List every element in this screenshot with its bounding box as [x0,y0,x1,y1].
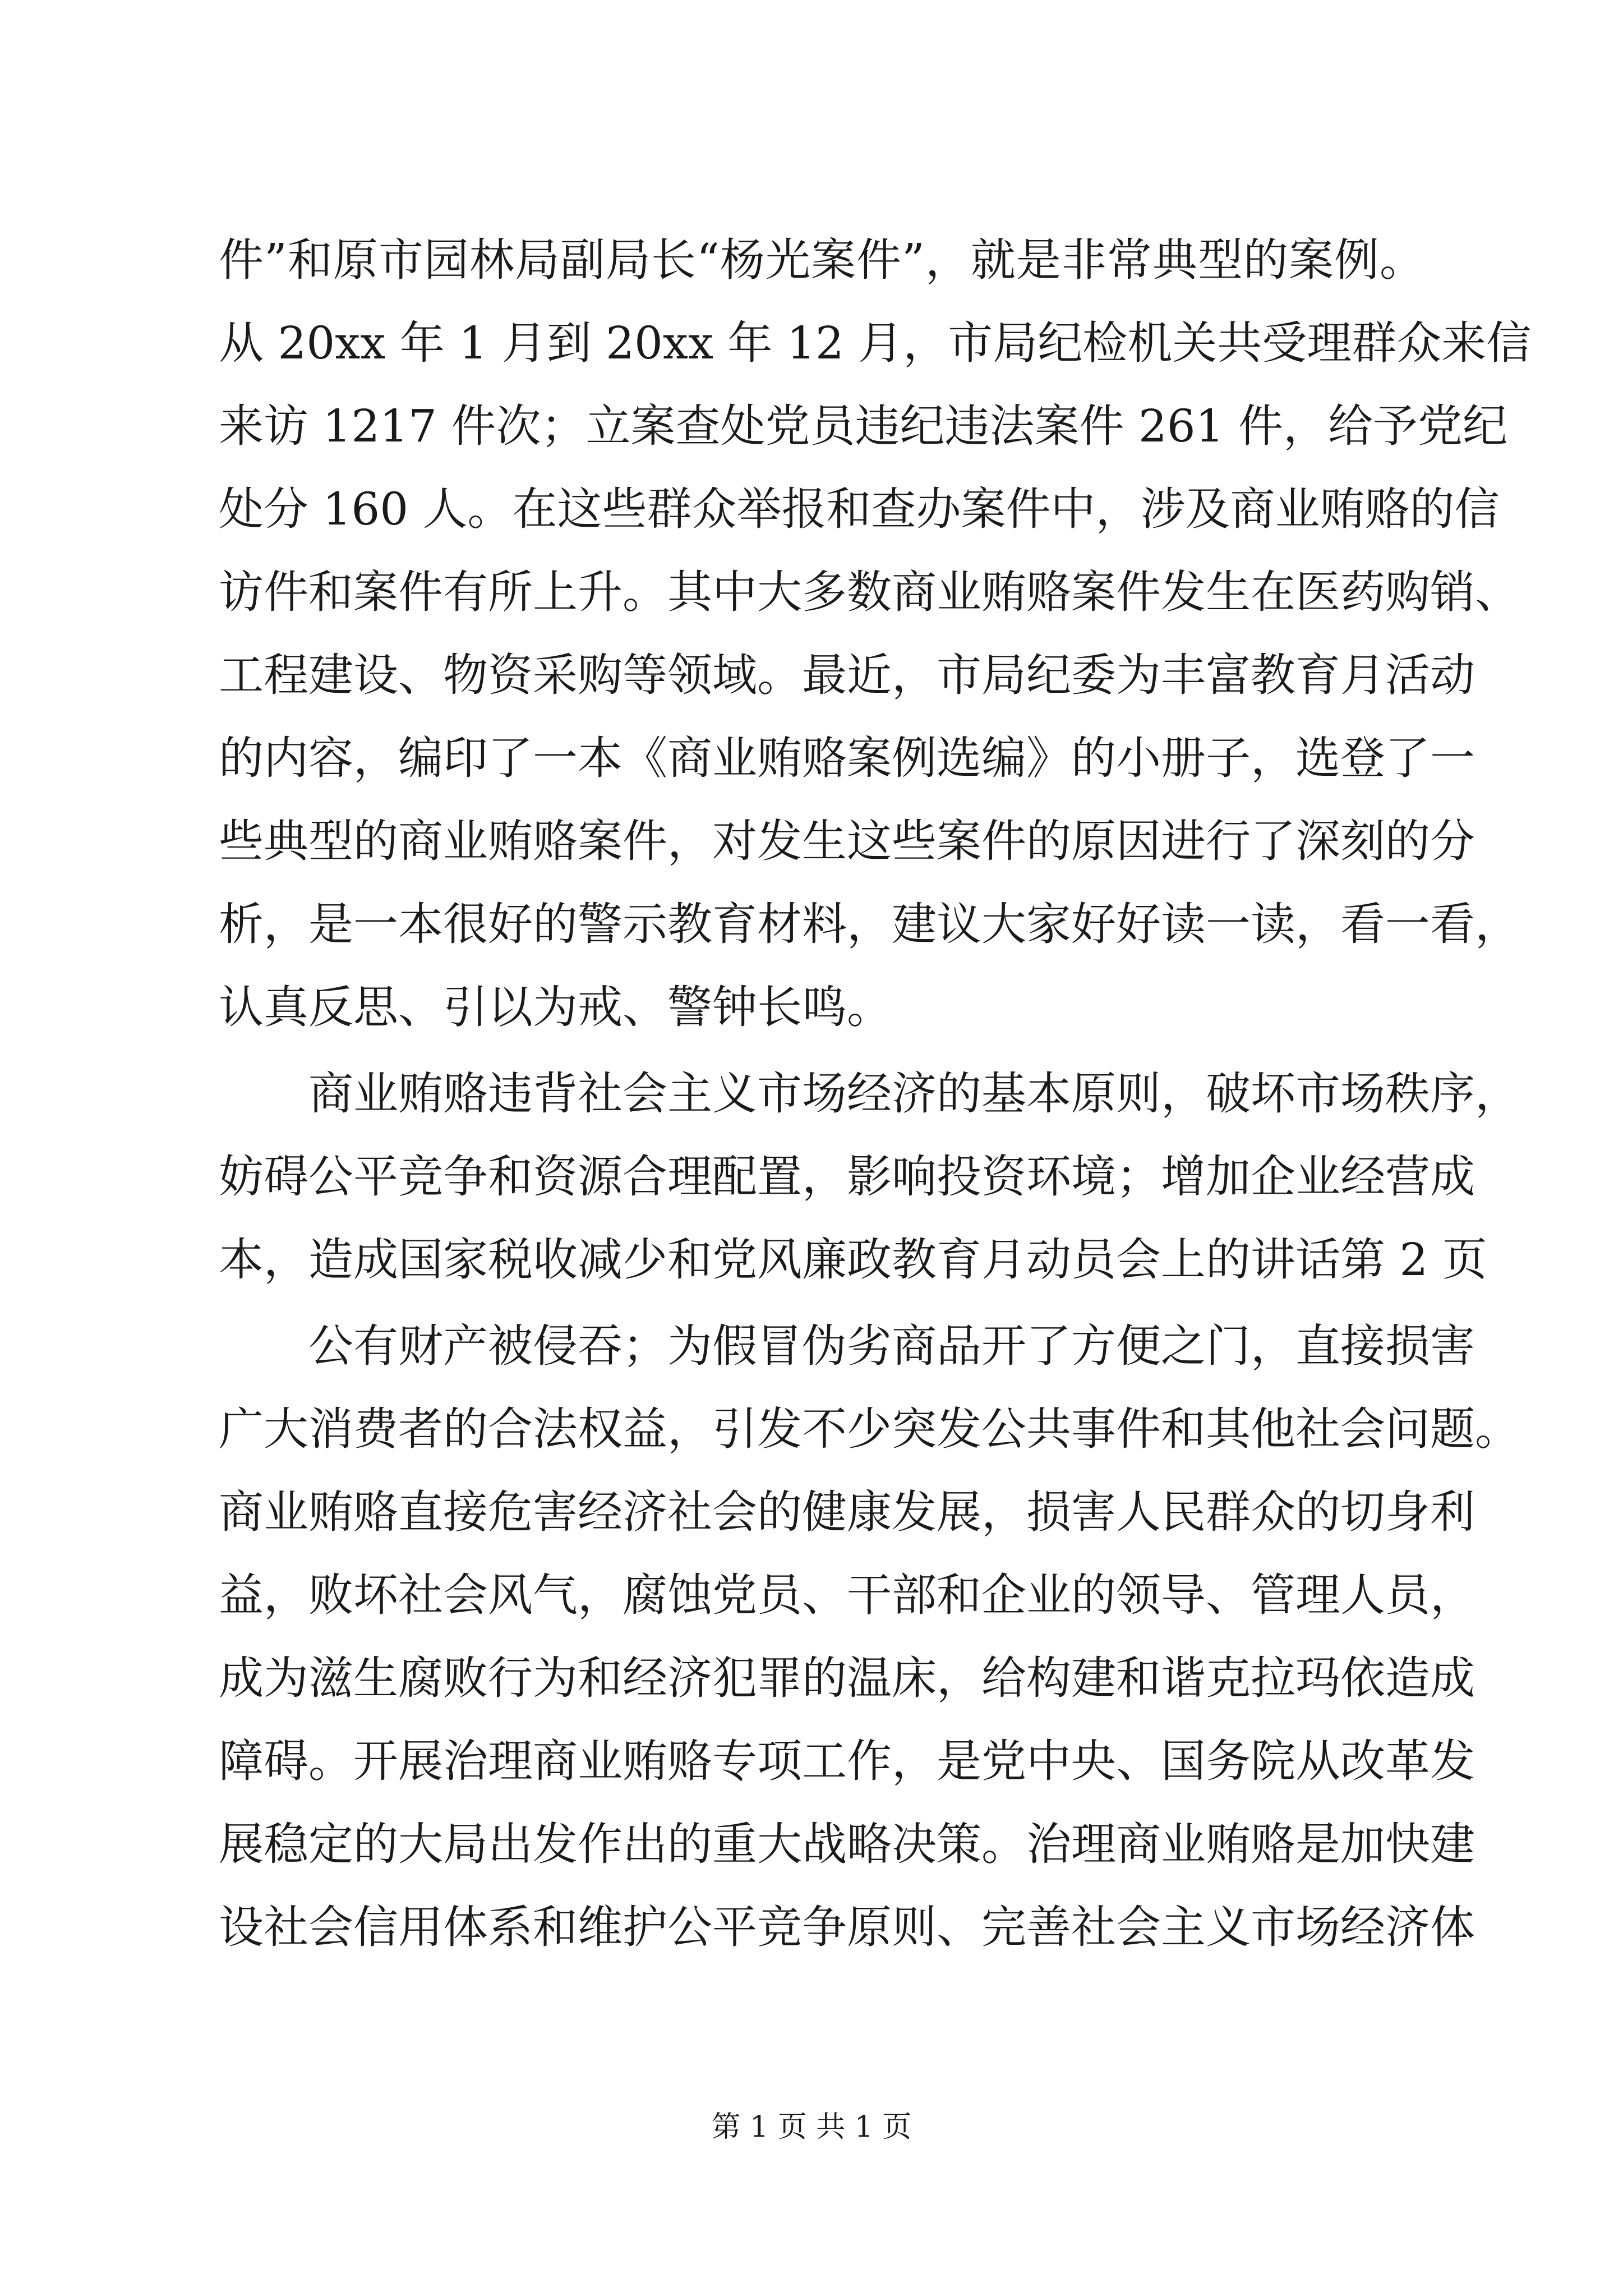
paragraph-2 [219,1052,1520,1301]
text-line: 广大消费者的合法权益，引发不少突发公共事件和其他社会问题。 [219,1403,1520,1455]
text-line: 妨碍公平竞争和资源合理配置，影响投资环境；增加企业经营成 [219,1151,1475,1203]
paragraph-3 [219,1305,1520,1969]
paragraph-1 [219,219,1532,1049]
text-line: 展稳定的大局出发作出的重大战略决策。治理商业贿赂是加快建 [219,1818,1475,1870]
text-line: 工程建设、物资采购等领域。最近，市局纪委为丰富教育月活动 [219,649,1475,701]
text-line: 益，败坏社会风气，腐蚀党员、干部和企业的领导、管理人员， [219,1569,1475,1621]
text-line: 访件和案件有所上升。其中大多数商业贿赂案件发生在医药购销、 [219,566,1520,618]
text-line: 商业贿赂违背社会主义市场经济的基本原则，破坏市场秩序， [308,1068,1520,1120]
page-number-label: 第 1 页 共 1 页 [711,2110,912,2144]
text-line: 析，是一本很好的警示教育材料，建议大家好好读一读，看一看， [219,898,1520,950]
text-line: 些典型的商业贿赂案件，对发生这些案件的原因进行了深刻的分 [219,815,1475,867]
text-line: 认真反思、引以为戒、警钟长鸣。 [219,981,892,1033]
text-line: 商业贿赂直接危害经济社会的健康发展，损害人民群众的切身利 [219,1486,1475,1538]
text-line: 设社会信用体系和维护公平竞争原则、完善社会主义市场经济体 [219,1901,1475,1953]
text-line: 的内容，编印了一本《商业贿赂案例选编》的小册子，选登了一 [219,732,1475,784]
text-line: 本，造成国家税收减少和党风廉政教育月动员会上的讲话第 2 页 [219,1234,1487,1286]
text-line: 处分 160 人。在这些群众举报和查办案件中，涉及商业贿赂的信 [219,483,1500,535]
text-line: 从 20xx 年 1 月到 20xx 年 12 月，市局纪检机关共受理群众来信 [219,317,1532,369]
text-line: 障碍。开展治理商业贿赂专项工作，是党中央、国务院从改革发 [219,1735,1475,1787]
text-line: 件”和原市园林局副局长“杨光案件”，就是非常典型的案例。 [219,234,1424,286]
text-line: 成为滋生腐败行为和经济犯罪的温床，给构建和谐克拉玛依造成 [219,1652,1475,1704]
body-text [219,219,1532,1969]
page-footer [0,2105,1623,2150]
text-line: 来访 1217 件次；立案查处党员违纪违法案件 261 件，给予党纪 [219,400,1508,452]
text-line: 公有财产被侵吞；为假冒伪劣商品开了方便之门，直接损害 [308,1320,1475,1372]
